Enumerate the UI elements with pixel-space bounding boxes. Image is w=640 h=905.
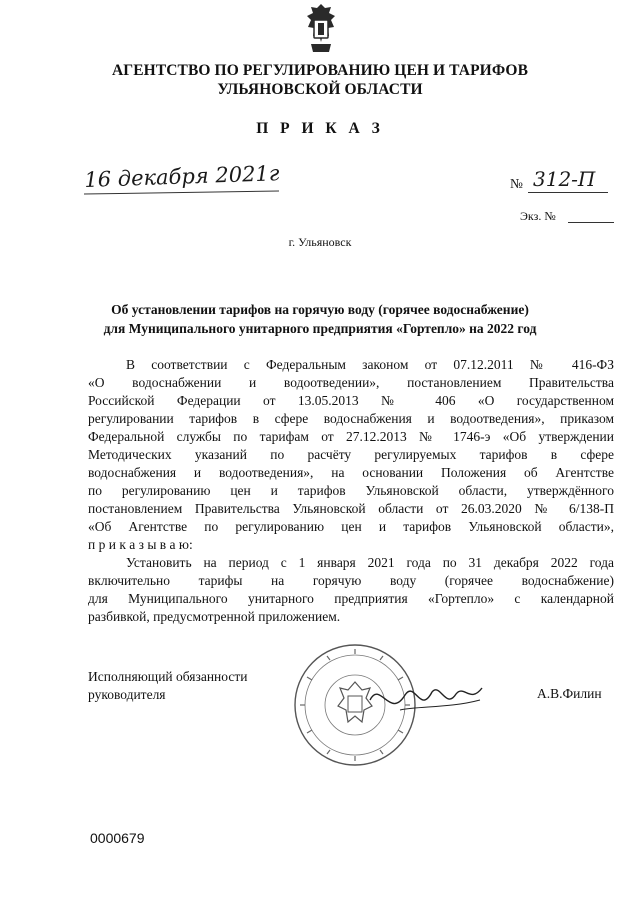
order-number-underline xyxy=(528,192,608,193)
handwritten-order-number: 312-П xyxy=(533,167,596,191)
agency-name-line2: УЛЬЯНОВСКОЙ ОБЛАСТИ xyxy=(217,81,423,98)
document-serial-number: 0000679 xyxy=(90,830,145,846)
coat-of-arms-icon xyxy=(301,2,341,54)
signer-name: А.В.Филин xyxy=(537,686,602,701)
handwritten-date: 16 декабря 2021г xyxy=(84,161,280,192)
signer-title-line2: руководителя xyxy=(88,687,166,702)
body-line: «Об Агентстве по регулированию цен и тарифов Ульяновской области», xyxy=(88,519,614,534)
date-underline xyxy=(84,190,284,196)
body-line-order-word: п р и к а з ы в а ю: xyxy=(88,537,193,552)
handwritten-signature-icon xyxy=(360,670,490,730)
copy-number-label: Экз. № xyxy=(520,209,556,223)
body-line: Федеральной службы по тарифам от 27.12.2013 № 1746-э «Об утверждении xyxy=(88,429,614,444)
body-line: постановлением Правительства Ульяновской области от 26.03.2020 № 6/138-П xyxy=(88,501,614,516)
body-line: Методических указаний по расчёту регулируемых тарифов в сфере xyxy=(88,447,614,462)
city-label: г. Ульяновск xyxy=(288,235,352,249)
agency-name-line1: АГЕНТСТВО ПО РЕГУЛИРОВАНИЮ ЦЕН И ТАРИФОВ xyxy=(111,62,529,79)
body-line: Российской Федерации от 13.05.2013 № 406 «О государственном xyxy=(88,393,614,408)
body-line: по регулированию цен и тарифов Ульяновской области, утверждённого xyxy=(88,483,614,498)
body-line: включительно тарифы на горячую воду (горячее водоснабжение) xyxy=(88,573,614,588)
order-number-label: № xyxy=(510,176,523,191)
body-line: «О водоснабжении и водоотведении», постановлением Правительства xyxy=(88,375,614,390)
signer-title-line1: Исполняющий обязанности xyxy=(88,669,248,684)
body-line: Установить на период с 1 января 2021 года по 31 декабря 2022 года xyxy=(126,555,614,570)
body-line: разбивкой, предусмотренной приложением. xyxy=(88,609,341,624)
copy-number-blank xyxy=(568,222,614,223)
subject-line2: для Муниципального унитарного предприятия «Гортепло» на 2022 год xyxy=(103,321,537,336)
body-line: В соответствии с Федеральным законом от 07.12.2011 № 416-ФЗ xyxy=(126,357,614,372)
document-type-title: П Р И К А З xyxy=(256,120,384,137)
body-line: водоснабжения и водоотведения», на основании Положения об Агентстве xyxy=(88,465,614,480)
body-line: для Муниципального унитарного предприятия «Гортепло» с календарной xyxy=(88,591,614,606)
subject-line1: Об установлении тарифов на горячую воду (горячее водоснабжение) xyxy=(111,302,529,317)
body-line: регулировании тарифов в сфере водоснабжения и водоотведения», приказом xyxy=(88,411,614,426)
